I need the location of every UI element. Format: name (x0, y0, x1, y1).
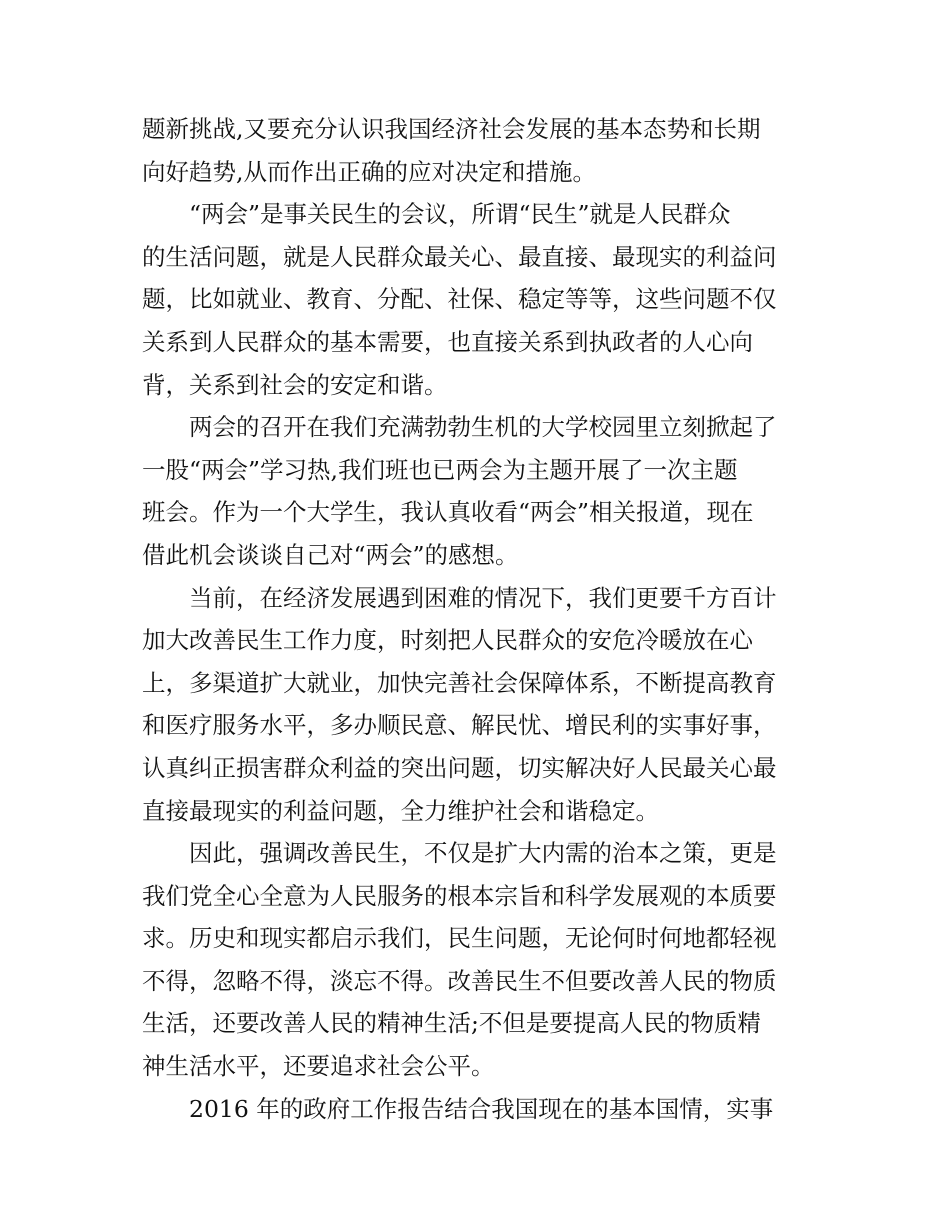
text-line: 题新挑战,又要充分认识我国经济社会发展的基本态势和长期 (142, 115, 761, 143)
text-line: 班会。作为一个大学生，我认真收看“两会”相关报道，现在 (142, 498, 754, 527)
document-body (142, 108, 812, 1130)
text-line: 上，多渠道扩大就业，加快完善社会保障体系，不断提高教育 (142, 668, 777, 697)
paragraph-start-line: 因此，强调改善民生，不仅是扩大内需的治本之策，更是 (189, 839, 777, 868)
paragraph-start-line: 当前，在经济发展遇到困难的情况下，我们更要千方百计 (189, 583, 777, 612)
text-line: 加大改善民生工作力度，时刻把人民群众的安危冷暖放在心 (142, 626, 753, 655)
text-line: 求。历史和现实都启示我们，民生问题，无论何时何地都轻视 (142, 924, 777, 953)
paragraph-start-line: “两会”是事关民生的会议，所谓“民生”就是人民群众 (189, 200, 731, 229)
text-line: 和医疗服务水平，多办顺民意、解民忧、增民利的实事好事， (142, 711, 777, 740)
text-line: 一股“两会”学习热,我们班也已两会为主题开展了一次主题 (142, 455, 738, 484)
text-line: 生活，还要改善人民的精神生活;不但是要提高人民的物质精 (142, 1009, 761, 1038)
paragraph-start-line: 两会的召开在我们充满勃勃生机的大学校园里立刻掀起了 (189, 413, 777, 442)
text-line: 借此机会谈谈自己对“两会”的感想。 (142, 540, 519, 569)
text-line: 不得，忽略不得，淡忘不得。改善民生不但要改善人民的物质 (142, 966, 777, 995)
text-line: 题，比如就业、教育、分配、社保、稳定等等，这些问题不仅 (142, 285, 777, 314)
paragraph-start-line: 2016 年的政府工作报告结合我国现在的基本国情，实事 (189, 1094, 774, 1123)
text-line: 的生活问题，就是人民群众最关心、最直接、最现实的利益问 (142, 242, 777, 271)
text-line: 认真纠正损害群众利益的突出问题，切实解决好人民最关心最 (142, 753, 777, 782)
text-line: 背，关系到社会的安定和谐。 (142, 370, 448, 399)
text-line: 向好趋势,从而作出正确的应对决定和措施。 (142, 157, 596, 186)
text-line: 神生活水平，还要追求社会公平。 (142, 1052, 495, 1081)
text-line: 关系到人民群众的基本需要，也直接关系到执政者的人心向 (142, 327, 753, 356)
text-line: 直接最现实的利益问题，全力维护社会和谐稳定。 (142, 796, 659, 825)
text-line: 我们党全心全意为人民服务的根本宗旨和科学发展观的本质要 (142, 881, 777, 910)
